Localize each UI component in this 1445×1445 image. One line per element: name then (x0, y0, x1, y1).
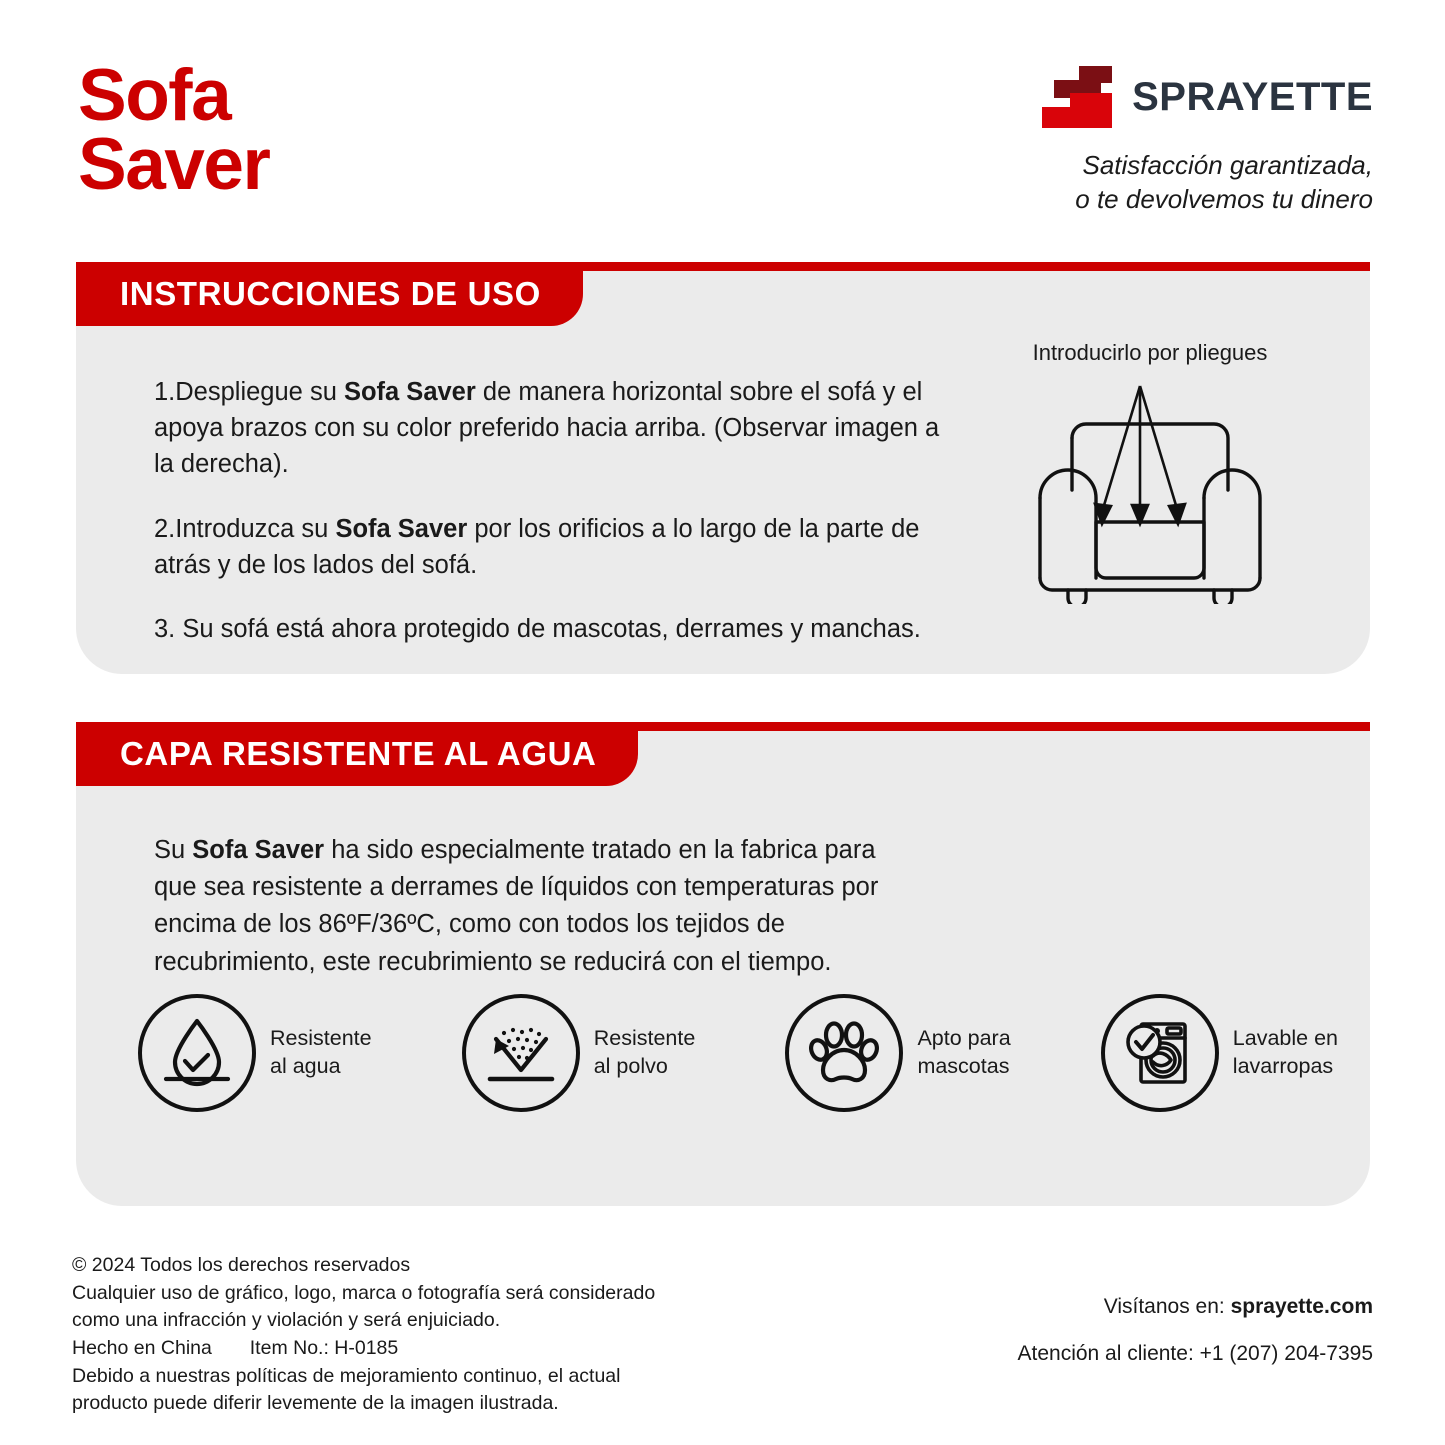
step-text: 3. Su sofá está ahora protegido de mascotas, derrames y manchas. (154, 615, 921, 644)
washing-machine-check-icon (1101, 994, 1219, 1112)
feature-water-resistant (138, 994, 372, 1112)
body-emphasis: Sofa Saver (192, 836, 325, 864)
product-name-line1: Sofa (78, 55, 231, 136)
support-phone: Atención al cliente: +1 (207) 204-7395 (1017, 1342, 1373, 1366)
feature-label: Resistente al polvo (593, 1026, 696, 1078)
feature-dust-resistant (462, 994, 696, 1112)
water-section-badge: CAPA RESISTENTE AL AGUA (76, 722, 638, 786)
step-emphasis: Sofa Saver (343, 378, 476, 406)
instruction-steps (154, 374, 944, 647)
website-link[interactable]: sprayette.com (1230, 1295, 1373, 1318)
visit-prefix: Visítanos en: (1103, 1295, 1231, 1318)
step-text-tail: de manera horizontal sobre el sofá y el apoya brazos con su color preferido hacia arriba. (Observar imagen a la derecha). (154, 378, 940, 479)
diagram-caption: Introducirlo por pliegues (1032, 340, 1268, 365)
dust-repel-arrow-icon (462, 994, 580, 1112)
legal-line-2: como una infracción y violación y será enjuiciado. (72, 1309, 501, 1332)
instructions-section-badge: INSTRUCCIONES DE USO (76, 262, 583, 326)
body-text-tail: ha sido especialmente tratado en la fabrica para que sea resistente a derrames de líquidos con temperaturas por encima de los 86ºF/36ºC, como con todos los tejidos de recubrimiento, este recubrimiento se reducirá con el tiempo. (154, 836, 879, 976)
copyright-text: © 2024 Todos los derechos reservados (72, 1254, 411, 1276)
footer-legal (72, 1252, 655, 1418)
water-drop-check-icon (138, 994, 256, 1112)
feature-pet-friendly (785, 994, 1010, 1112)
feature-label: Resistente al agua (270, 1026, 372, 1078)
instructions-panel (76, 262, 1370, 674)
legal-line-1: Cualquier uso de gráfico, logo, marca o fotografía será considerado (72, 1281, 656, 1304)
sprayette-s-logo-icon (1042, 66, 1112, 128)
disclaimer-line-1: Debido a nuestras políticas de mejoramiento continuo, el actual (72, 1364, 621, 1387)
disclaimer-line-2: producto puede diferir levemente de la imagen ilustrada. (72, 1392, 559, 1415)
page-title (78, 55, 270, 205)
brand-tagline (1075, 148, 1373, 217)
feature-list (138, 994, 1338, 1112)
step-text: 2.Introduzca su (154, 514, 336, 543)
armchair-with-arrows-icon (1016, 372, 1284, 604)
list-item (154, 511, 944, 583)
water-section-body (154, 832, 914, 981)
feature-machine-washable (1101, 994, 1338, 1112)
brand-logo (1042, 66, 1373, 128)
footer-contact (1018, 1294, 1374, 1366)
product-name-line2: Saver (78, 123, 270, 205)
step-text-tail: por los orificios a lo largo de la parte de atrás y de los lados del sofá. (154, 514, 920, 579)
feature-label: Apto para mascotas (917, 1026, 1011, 1078)
origin-item-number: Hecho en China Item No.: H-0185 (72, 1337, 399, 1360)
step-emphasis: Sofa Saver (335, 514, 468, 543)
step-text: 1.Despliegue su (154, 378, 344, 406)
brand-name: SPRAYETTE (1132, 74, 1373, 119)
water-resistant-panel (76, 722, 1370, 1206)
tagline-line2: o te devolvemos tu dinero (1075, 184, 1373, 215)
website-line (1018, 1294, 1374, 1319)
feature-label: Lavable en lavarropas (1232, 1026, 1338, 1078)
armchair-diagram (1000, 340, 1300, 609)
list-item (154, 611, 944, 647)
body-text: Su (154, 836, 193, 864)
list-item (154, 374, 944, 483)
paw-print-icon (785, 994, 903, 1112)
tagline-line1: Satisfacción garantizada, (1082, 150, 1373, 180)
